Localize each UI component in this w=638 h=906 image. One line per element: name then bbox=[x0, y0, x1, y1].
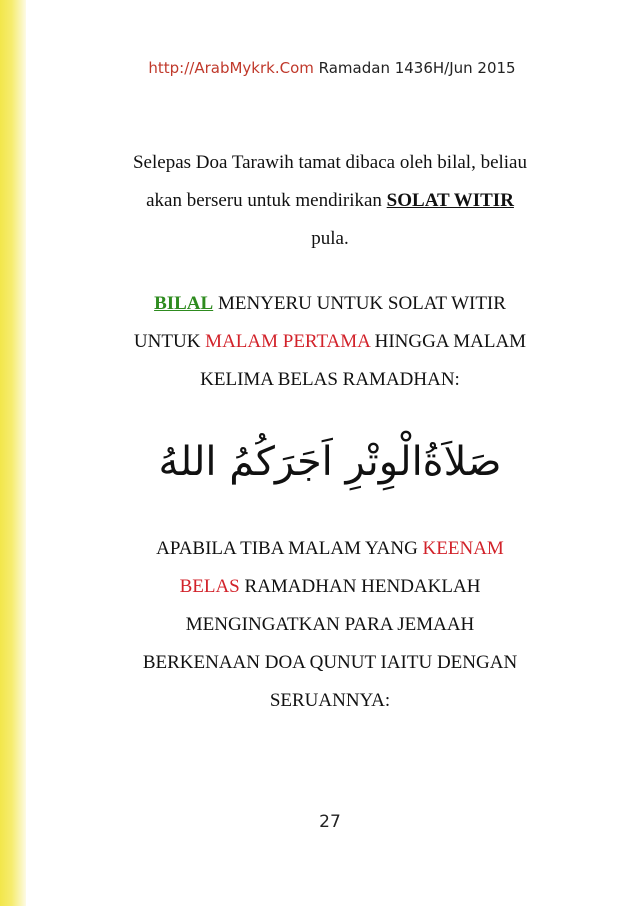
paragraph-2-line-2-suffix: HINGGA MALAM bbox=[369, 331, 527, 352]
paragraph-1-line-2 bbox=[60, 182, 600, 220]
page-header bbox=[26, 59, 638, 77]
paragraph-2-line-2 bbox=[60, 323, 600, 361]
keenam-highlight: KEENAM bbox=[422, 538, 504, 559]
paragraph-1-line-2-text: akan berseru untuk mendirikan bbox=[146, 190, 387, 211]
paragraph-3-line-2 bbox=[60, 568, 600, 606]
arabic-call-text: صَلاَةُالْوِتْرِ اَجَرَكُمُ اللهُ bbox=[158, 439, 502, 485]
malam-pertama-highlight: MALAM PERTAMA bbox=[205, 331, 370, 352]
page-side-bar bbox=[0, 0, 26, 906]
page-number: 27 bbox=[319, 812, 341, 832]
paragraph-3-line-3: MENGINGATKAN PARA JEMAAH bbox=[185, 614, 475, 635]
header-text: Ramadan 1436H/Jun 2015 bbox=[318, 59, 516, 77]
paragraph-3-line-2-text: RAMADHAN HENDAKLAH bbox=[239, 576, 481, 597]
header-link[interactable]: http://ArabMykrk.Com bbox=[148, 59, 314, 77]
paragraph-3-line-5: SERUANNYA: bbox=[269, 690, 391, 711]
paragraph-3-line-4: BERKENAAN DOA QUNUT IAITU DENGAN bbox=[142, 652, 518, 673]
paragraph-3-line-1-text: APABILA TIBA MALAM YANG bbox=[156, 538, 423, 559]
paragraph-3-line-1 bbox=[60, 530, 600, 568]
paragraph-1 bbox=[60, 144, 600, 258]
solat-witir-emphasis: SOLAT WITIR bbox=[386, 190, 514, 211]
paragraph-2-line-3: KELIMA BELAS RAMADHAN: bbox=[200, 369, 460, 390]
bilal-emphasis: BILAL bbox=[154, 293, 214, 314]
paragraph-1-line-3: pula. bbox=[311, 228, 349, 249]
paragraph-2 bbox=[60, 285, 600, 399]
paragraph-3 bbox=[60, 530, 600, 720]
paragraph-2-line-2-prefix: UNTUK bbox=[133, 331, 206, 352]
paragraph-2-line-1 bbox=[60, 285, 600, 323]
paragraph-2-line-1-text: MENYERU UNTUK SOLAT WITIR bbox=[213, 293, 506, 314]
paragraph-1-line-1: Selepas Doa Tarawih tamat dibaca oleh bilal, beliau bbox=[132, 152, 527, 173]
belas-highlight: BELAS bbox=[179, 576, 240, 597]
